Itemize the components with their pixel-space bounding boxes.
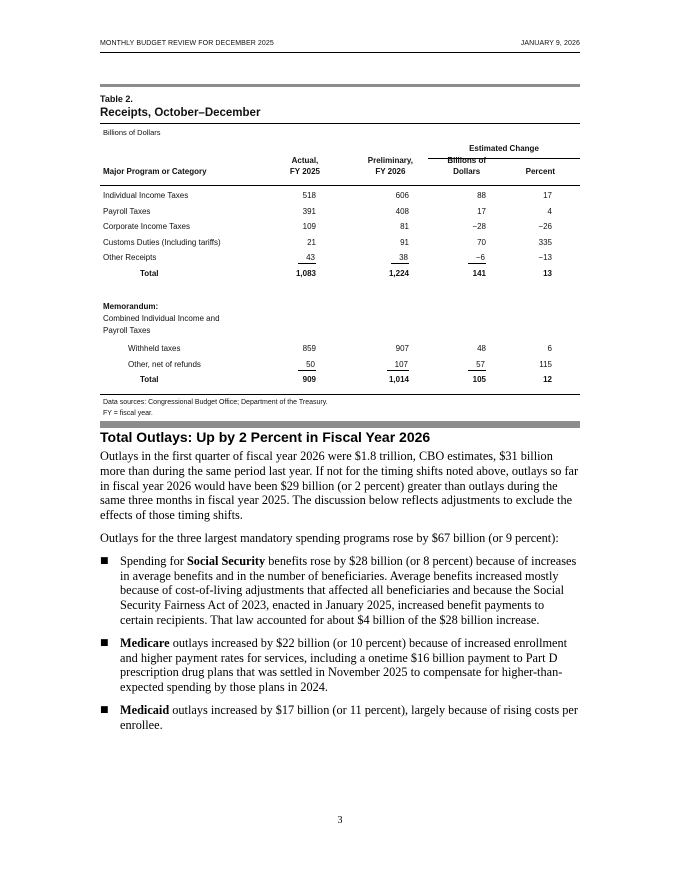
bullet-keyword: Medicare: [120, 635, 170, 650]
row-label: Total: [140, 375, 159, 384]
bullet-item: [100, 554, 580, 628]
table-total-row: [100, 266, 580, 282]
cell-preliminary: 408: [395, 206, 409, 216]
cell-actual: 909: [302, 375, 316, 384]
cell-actual: 859: [302, 344, 316, 353]
table-top-rule: [100, 84, 580, 87]
table-row: [100, 235, 580, 251]
row-label: Other Receipts: [103, 253, 157, 262]
table-total-row: [100, 372, 580, 388]
cell-preliminary: 91: [400, 237, 409, 247]
cell-change: −28: [472, 222, 486, 231]
outlays-section: [100, 429, 580, 741]
table-footnotes: [100, 394, 580, 428]
cell-change: 105: [472, 375, 486, 384]
cell-actual: 43: [298, 253, 316, 264]
table-bottom-rule: [100, 421, 580, 428]
header-publication-title: MONTHLY BUDGET REVIEW FOR DECEMBER 2025: [100, 40, 274, 47]
cell-preliminary: 38: [391, 253, 409, 264]
section-heading: Total Outlays: Up by 2 Percent in Fiscal Year 2026: [100, 429, 431, 445]
table-header: [100, 137, 580, 186]
cell-preliminary: 107: [387, 360, 409, 371]
cell-change: 141: [472, 268, 486, 278]
cell-change: 57: [468, 360, 486, 371]
cell-percent: 335: [538, 237, 552, 247]
cell-percent: 115: [539, 359, 552, 369]
cell-percent: 13: [543, 268, 552, 278]
bullet-item: [100, 703, 580, 733]
table-row: [100, 341, 580, 357]
column-header-actual-line1: Actual,: [291, 156, 319, 165]
cell-preliminary: 81: [400, 222, 409, 231]
cell-preliminary: 907: [395, 344, 409, 353]
row-label: Payroll Taxes: [103, 206, 151, 216]
table-row: [100, 188, 580, 204]
row-label: Total: [140, 268, 159, 278]
square-bullet-icon: ■: [100, 555, 109, 566]
cell-actual: 391: [302, 206, 316, 216]
running-header: [100, 38, 580, 53]
table-title: Receipts, October–December: [100, 107, 580, 124]
memorandum-heading: [103, 301, 580, 337]
column-header-billions-line1: Billions of: [447, 156, 486, 165]
table-row: [100, 204, 580, 220]
table-units: Billions of Dollars: [103, 128, 161, 137]
cell-percent: 17: [543, 191, 552, 200]
receipts-table: [100, 84, 580, 428]
cell-percent: −26: [538, 222, 552, 231]
table-row: [100, 357, 580, 373]
table-fy-note: FY = fiscal year.: [103, 409, 153, 417]
cell-preliminary: 1,224: [388, 268, 409, 278]
cell-actual: 1,083: [295, 268, 316, 278]
cell-percent: 4: [547, 206, 552, 216]
cell-change: 17: [477, 206, 486, 216]
column-header-preliminary: [368, 155, 413, 177]
column-header-billions: [447, 155, 486, 177]
cell-change: 70: [477, 237, 486, 247]
memo-title: Memorandum:: [103, 302, 159, 311]
bullet-item: [100, 636, 580, 695]
bullet-text: Spending for: [120, 553, 187, 568]
row-label: Withheld taxes: [128, 344, 181, 353]
cell-change: 48: [477, 344, 486, 353]
memo-line-2: Payroll Taxes: [103, 326, 151, 335]
row-label: Customs Duties (Including tariffs): [103, 237, 221, 247]
table-row: [100, 250, 580, 266]
bullet-keyword: Medicaid: [120, 702, 170, 717]
row-label: Other, net of refunds: [128, 359, 201, 369]
column-header-actual-line2: FY 2025: [289, 167, 320, 176]
column-header-percent: Percent: [525, 167, 555, 176]
row-label: Corporate Income Taxes: [103, 222, 191, 231]
cell-actual: 21: [307, 237, 316, 247]
paragraph: Outlays for the three largest mandatory spending programs rose by $67 billion (or 9 percent):: [100, 530, 559, 545]
cell-actual: 518: [302, 191, 316, 200]
paragraph: Outlays in the first quarter of fiscal year 2026 were $1.8 trillion, CBO estimates, $31 billion more than during the same period last year. If not for the timing shifts noted above, outlays so far in fiscal year 2026 would have been $29 billion (or 2 percent) greater than outlays during the same three months in fiscal year 2025. The discussion below reflects adjustments to exclude the effects of those timing shifts.: [100, 449, 579, 523]
column-header-preliminary-line2: FY 2026: [375, 167, 406, 176]
table-row: [100, 219, 580, 235]
estimated-change-header: Estimated Change: [428, 144, 580, 159]
header-date: JANUARY 9, 2026: [520, 40, 580, 47]
cell-actual: 50: [298, 360, 316, 371]
memo-line-1: Combined Individual Income and: [103, 314, 220, 323]
column-header-billions-line2: Dollars: [453, 167, 481, 176]
column-header-category: Major Program or Category: [103, 167, 207, 176]
column-header-actual: [290, 155, 320, 177]
table-source-note: Data sources: Congressional Budget Office; Department of the Treasury.: [103, 398, 328, 406]
column-header-preliminary-line1: Preliminary,: [367, 156, 413, 165]
bullet-keyword: Social Security: [186, 553, 266, 568]
bullet-text: outlays increased by $17 billion (or 11 percent), largely because of rising costs per enrollee.: [120, 702, 578, 732]
bullet-text: benefits rose by $28 billion (or 8 percent) because of increases in average benefits and in the number of beneficiaries. Average benefits increased mostly because of cost-of-living adjustments that affected all beneficiaries and because the Social Security Fairness Act of 2023, enacted in January 2025, increased benefit payments to certain recipients. That law accounted for about $4 billion of the $28 billion increase.: [120, 553, 577, 627]
table-label: Table 2.: [100, 94, 133, 104]
cell-percent: 6: [547, 344, 552, 353]
cell-percent: 12: [543, 375, 552, 384]
cell-preliminary: 1,014: [388, 375, 409, 384]
cell-change: 88: [477, 191, 486, 200]
cell-change: −6: [468, 253, 486, 264]
cell-preliminary: 606: [395, 191, 409, 200]
bullet-text: outlays increased by $22 billion (or 10 percent) because of increased enrollment and higher payment rates for services, including a onetime $16 billion payment to Part D prescription drug plans that was settled in November 2025 to compensate for higher-than-expected spending by those plans in 2024.: [120, 635, 568, 695]
row-label: Individual Income Taxes: [103, 191, 189, 200]
cell-actual: 109: [302, 222, 316, 231]
square-bullet-icon: ■: [100, 637, 109, 648]
square-bullet-icon: ■: [100, 704, 109, 715]
cell-percent: −13: [538, 253, 552, 262]
page-number: 3: [337, 815, 343, 826]
